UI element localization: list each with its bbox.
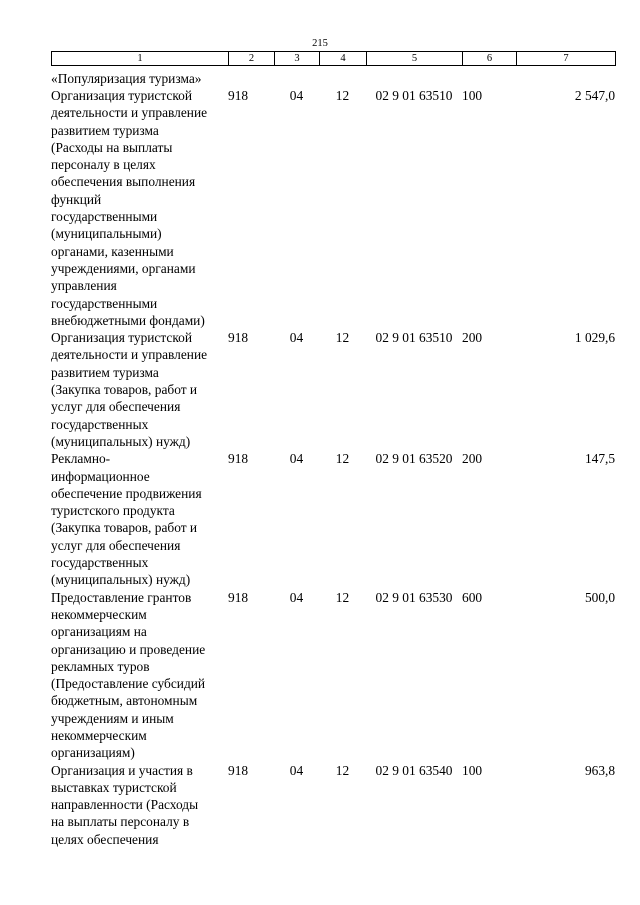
- table-row: [51, 87, 615, 329]
- row-amount: 963,8: [584, 762, 616, 778]
- row-expense-type: 100: [462, 88, 483, 103]
- row-name: Предоставление грантов некоммерческим организациям на организацию и проведение рекламных туров (Предоставление субсидий бюджетным, автономным учреждениям и иным некоммерческим организациям): [51, 589, 206, 761]
- row-grbs: 918: [228, 589, 249, 605]
- column-number-2: 2: [229, 52, 275, 66]
- row-subsection: 12: [335, 88, 350, 103]
- row-amount: 147,5: [584, 451, 616, 467]
- column-number-1: 1: [52, 52, 229, 66]
- row-grbs: 918: [228, 88, 249, 103]
- column-number-5: 5: [367, 52, 463, 66]
- column-number-header: [51, 51, 616, 66]
- row-target-article: 02 9 01 63510: [375, 330, 453, 346]
- row-amount: 1 029,6: [574, 330, 616, 346]
- row-name: Организация туристской деятельности и управление развитием туризма (Расходы на выплаты персоналу в целях обеспечения выполнения функций государственными (муниципальными) органами, казенными учреждениями, органами управления государственными внебюджетными фондами): [51, 88, 208, 328]
- row-target-article: 02 9 01 63540: [375, 762, 453, 778]
- row-name: Рекламно- информационное обеспечение продвижения туристского продукта (Закупка товаров, работ и услуг для обеспечения государственных (муниципальных) нужд): [51, 451, 202, 588]
- row-subsection: 12: [335, 589, 350, 605]
- row-grbs: 918: [228, 451, 249, 467]
- row-subsection: 12: [335, 762, 350, 778]
- row-grbs: 918: [228, 762, 249, 778]
- budget-table: [51, 71, 615, 848]
- column-number-3: 3: [275, 52, 320, 66]
- row-section: 04: [289, 589, 304, 605]
- row-subsection: 12: [335, 330, 350, 346]
- row-target-article: 02 9 01 63520: [375, 451, 453, 467]
- column-number-row: [52, 52, 616, 66]
- page-number: 215: [312, 38, 328, 49]
- section-title: «Популяризация туризма»: [51, 71, 202, 86]
- row-section: 04: [289, 330, 304, 346]
- table-row: [51, 329, 615, 450]
- row-amount: 2 547,0: [574, 88, 616, 103]
- row-amount: 500,0: [584, 589, 616, 605]
- row-expense-type: 100: [462, 762, 483, 778]
- row-expense-type: 200: [462, 451, 483, 467]
- column-number-7: 7: [517, 52, 616, 66]
- column-number-4: 4: [320, 52, 367, 66]
- row-section: 04: [289, 88, 304, 103]
- row-subsection: 12: [335, 451, 350, 467]
- row-name: Организация туристской деятельности и управление развитием туризма (Закупка товаров, работ и услуг для обеспечения государственных (муниципальных) нужд): [51, 330, 208, 449]
- section-title-row: [51, 71, 615, 87]
- row-expense-type: 600: [462, 589, 483, 605]
- row-target-article: 02 9 01 63530: [375, 589, 453, 605]
- row-section: 04: [289, 762, 304, 778]
- row-expense-type: 200: [462, 330, 483, 346]
- table-row: [51, 589, 615, 762]
- table-row: [51, 450, 615, 588]
- row-target-article: 02 9 01 63510: [375, 88, 453, 103]
- column-number-6: 6: [463, 52, 517, 66]
- row-section: 04: [289, 451, 304, 467]
- row-name: Организация и участия в выставках туристской направленности (Расходы на выплаты персоналу в целях обеспечения: [51, 762, 199, 847]
- row-grbs: 918: [228, 330, 249, 346]
- table-row: [51, 762, 615, 848]
